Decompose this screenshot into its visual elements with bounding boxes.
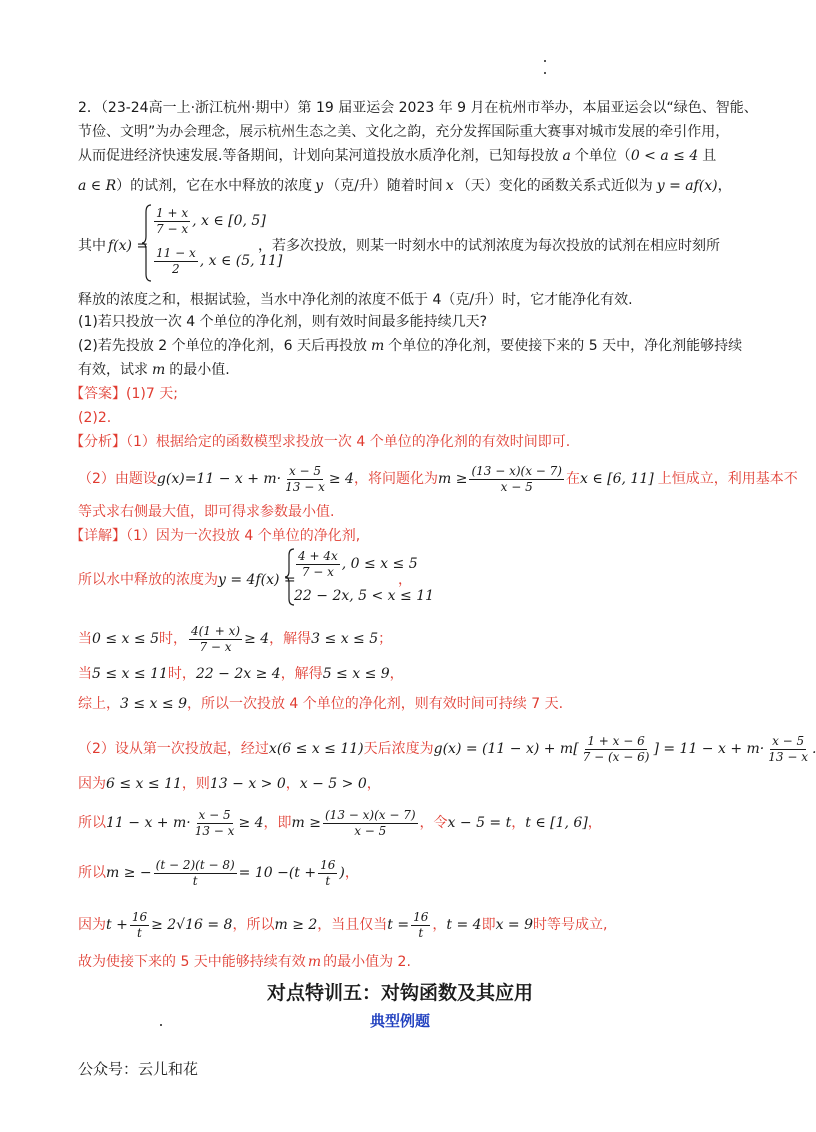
detail-line-9: 所以m ≥ − $\frac{(t - 2)(t - 8)}{t}$ = 10 −(t + $\frac{16}{t}$ )，: [78, 857, 359, 888]
scan-speck: [544, 60, 546, 62]
detail-line-10: 因为t + $\frac{16}{t}$ ≥ 2√16 = 8，所以m ≥ 2，当且仅当t = $\frac{16}{t}$ ，t = 4即x = 9时等号成立,: [78, 909, 608, 940]
detail-line-4: 当5 ≤ x ≤ 11时，22 − 2x ≥ 4，解得5 ≤ x ≤ 9，: [78, 666, 404, 682]
detail-line-11: 故为使接下来的 5 天中能够持续有效 m 的最小值为 2.: [78, 954, 411, 970]
detail-piecewise-case-1: $\frac{4 + 4x}{7 - x}$ , 0 ≤ x ≤ 5: [298, 548, 418, 579]
detail-line-3: 当0 ≤ x ≤ 5时， $\frac{4(1 + x)}{7 - x}$ ≥ 4，解得3 ≤ x ≤ 5；: [78, 623, 393, 654]
analysis-line-3: 等式求右侧最大值，即可得求参数最小值.: [78, 504, 335, 520]
problem-line-2: 节俭、文明”为办会理念，展示杭州生态之美、文化之韵，充分发挥国际重大赛事对城市发展的牵引作用，: [78, 124, 730, 140]
analysis-line-1: 【分析】（1）根据给定的函数模型求投放一次 4 个单位的净化剂的有效时间即可.: [70, 434, 571, 450]
detail-line-1: 【详解】（1）因为一次投放 4 个单位的净化剂,: [70, 528, 361, 544]
analysis-line-2: （2）由题设g(x)=11 − x + m· $\frac{x - 5}{13 - x}$ ≥ 4，将问题化为m ≥ $\frac{(13 - x)(x - 7)}{x - 5}$ 在x ∈ [6, 11] 上恒成立，利用基本不: [78, 463, 798, 494]
section-title: 对点特训五：对钩函数及其应用: [266, 982, 533, 1004]
analysis-tag: 【分析】: [70, 434, 126, 450]
problem-line-5-lead: 其中 f(x) =: [78, 238, 149, 254]
piecewise-case-1: $\frac{1 + x}{7 - x}$ , x ∈ [0, 5]: [156, 205, 266, 236]
piecewise-case-2: $\frac{11 - x}{2}$ , x ∈ (5, 11]: [156, 245, 283, 276]
question-2: (2)若先投放 2 个单位的净化剂，6 天后再投放 m 个单位的净化剂，要使接下来的 5 天中，净化剂能够持续: [78, 338, 743, 354]
problem-line-1: 2．（23-24高一上·浙江杭州·期中）第 19 届亚运会 2023 年 9 月在杭州市举办，本届亚运会以“绿色、智能、: [78, 100, 758, 116]
detail-piecewise-case-2: 22 − 2x, 5 < x ≤ 11: [294, 588, 435, 604]
footer-account: 公众号：云儿和花: [78, 1060, 199, 1078]
problem-line-4: a ∈ R）的试剂，它在水中释放的浓度 y （克/升）随着时间 x （天）变化的函数关系式近似为 y = af(x)，: [78, 178, 732, 194]
scan-speck: [544, 72, 546, 74]
problem-line-6: 释放的浓度之和，根据试验，当水中净化剂的浓度不低于 4（克/升）时，它才能净化有效.: [78, 292, 633, 308]
question-1: (1)若只投放一次 4 个单位的净化剂，则有效时间最多能持续几天?: [78, 314, 488, 330]
detail-line-8: 所以11 − x + m· $\frac{x - 5}{13 - x}$ ≥ 4，即m ≥ $\frac{(13 - x)(x - 7)}{x - 5}$ ，令x − 5 = t，t ∈ [1, 6]，: [78, 807, 602, 838]
question-2-cont: 有效，试求 m 的最小值.: [78, 362, 230, 378]
detail-line-5: 综上，3 ≤ x ≤ 9，所以一次投放 4 个单位的净化剂，则有效时间可持续 7 天.: [78, 696, 564, 712]
problem-line-5-tail: ，若多次投放，则某一时刻水中的试剂浓度为每次投放的试剂在相应时刻所: [258, 238, 720, 254]
detail-line-7: 因为6 ≤ x ≤ 11，则13 − x > 0，x − 5 > 0，: [78, 776, 381, 792]
detail-line-2-lead: 所以水中释放的浓度为y = 4f(x) =: [78, 572, 296, 588]
section-subtitle: 典型例题: [369, 1012, 430, 1030]
piecewise-brace: [142, 204, 152, 282]
answer-line-2: (2)2.: [78, 410, 112, 426]
detail-line-2-tail: ，: [398, 572, 412, 588]
detail-tag: 【详解】: [70, 528, 126, 544]
detail-line-6: （2）设从第一次投放起，经过x(6 ≤ x ≤ 11)天后浓度为g(x) = (11 − x) + m[ $\frac{1 + x - 6}{7 - (x - 6)}$ ] = 11 − x + m· $\frac{x - 5}{13 - x}$ .: [78, 733, 816, 764]
answer-tag: 【答案】: [70, 386, 126, 402]
problem-line-3: 从而促进经济快速发展.等备期间，计划向某河道投放水质净化剂，已知每投放 a 个单位（0 < a ≤ 4 且: [78, 148, 717, 164]
answer-line-1: 【答案】(1)7 天;: [70, 386, 178, 402]
